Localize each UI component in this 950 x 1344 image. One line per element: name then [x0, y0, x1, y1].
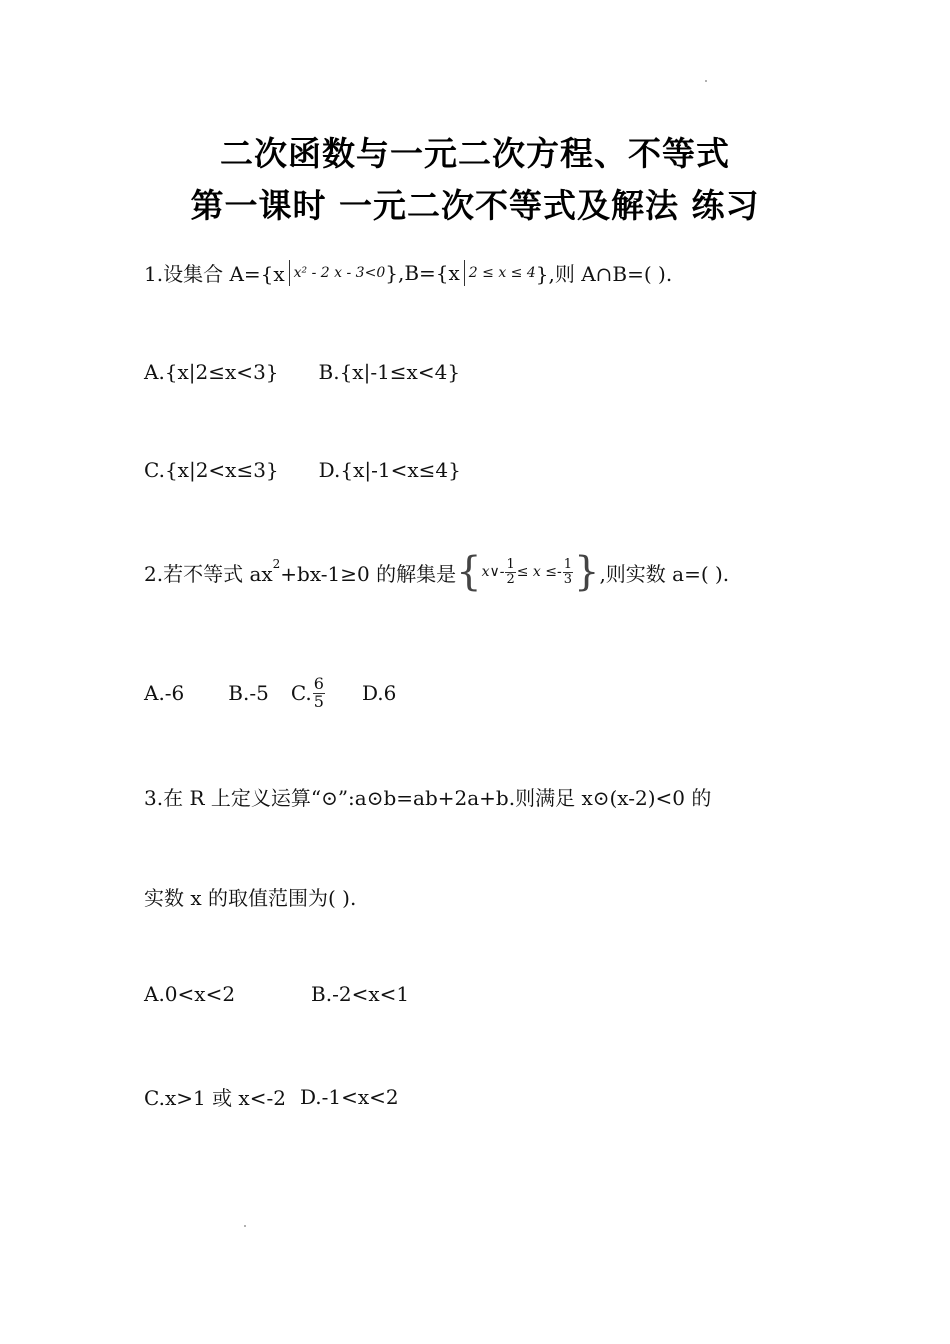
q3-options-row-1	[144, 982, 409, 1006]
q3-option-c: C.x>1 或 x<-2	[144, 1086, 286, 1110]
q2-tail: ,则实数 a=( ).	[599, 561, 730, 586]
scan-speck	[705, 80, 707, 82]
question-2	[144, 549, 730, 595]
title-line-2: 第一课时 一元二次不等式及解法 练习	[190, 186, 760, 225]
scan-speck	[244, 1225, 246, 1227]
q2-set-var: x∨-	[481, 564, 505, 580]
left-brace-icon: {	[456, 549, 482, 595]
q2-frac2-den: 3	[563, 571, 572, 587]
set-bar	[464, 260, 465, 286]
right-brace-icon: }	[574, 549, 600, 595]
q3-option-a: A.0<x<2	[144, 982, 236, 1006]
q2-frac2-num: 1	[563, 556, 572, 572]
q2-frac1-den: 2	[506, 571, 515, 587]
q1-option-c: C.{x|2<x≤3}	[144, 458, 279, 482]
question-3-line-2: 实数 x 的取值范围为( ).	[144, 886, 357, 910]
q2-lead-2: +bx-1≥0 的解集是	[280, 561, 457, 586]
q2-exponent: 2	[272, 557, 281, 571]
q1-options-row-1	[144, 360, 460, 384]
q3-option-d: D.-1<x<2	[299, 1084, 399, 1109]
q1-mid: },B={x	[385, 260, 460, 285]
set-bar	[289, 260, 290, 286]
q2-options-row	[144, 676, 396, 711]
q1-tail: },则 A∩B=( ).	[535, 262, 673, 286]
q2-fraction-1	[505, 558, 515, 586]
q1-options-row-2	[144, 458, 461, 482]
title-line-1: 二次函数与一元二次方程、不等式	[220, 134, 730, 173]
q2-frac1-num: 1	[506, 556, 515, 572]
q1-set-a-condition: x² - 2 x - 3<0	[293, 264, 386, 281]
q2-fraction-2	[563, 558, 573, 586]
q1-set-b-condition: 2 ≤ x ≤ 4	[468, 264, 536, 281]
q2-option-d: D.6	[361, 681, 397, 706]
q1-option-d: D.{x|-1<x≤4}	[318, 458, 461, 482]
q2-option-a: A.-6	[144, 681, 185, 706]
q2-option-c-prefix: C.	[290, 681, 312, 706]
q2-option-c-fraction	[313, 676, 325, 711]
question-3-line-1: 3.在 R 上定义运算“⊙”:a⊙b=ab+2a+b.则满足 x⊙(x-2)<0 的	[144, 786, 712, 810]
q2-lead: 2.若不等式 ax	[144, 561, 273, 586]
question-1	[144, 258, 672, 287]
q2-option-c-den: 5	[313, 691, 324, 711]
q3-option-b: B.-2<x<1	[311, 982, 410, 1006]
q3-options-row-2	[144, 1082, 399, 1111]
q2-option-c-num: 6	[313, 674, 324, 693]
q2-option-b: B.-5	[228, 681, 269, 706]
q2-set-mid: ≤ x ≤-	[516, 564, 562, 580]
q1-option-a: A.{x|2≤x<3}	[144, 360, 279, 384]
q1-option-b: B.{x|-1≤x<4}	[318, 360, 461, 384]
q1-lead: 1.设集合 A={x	[144, 262, 285, 286]
